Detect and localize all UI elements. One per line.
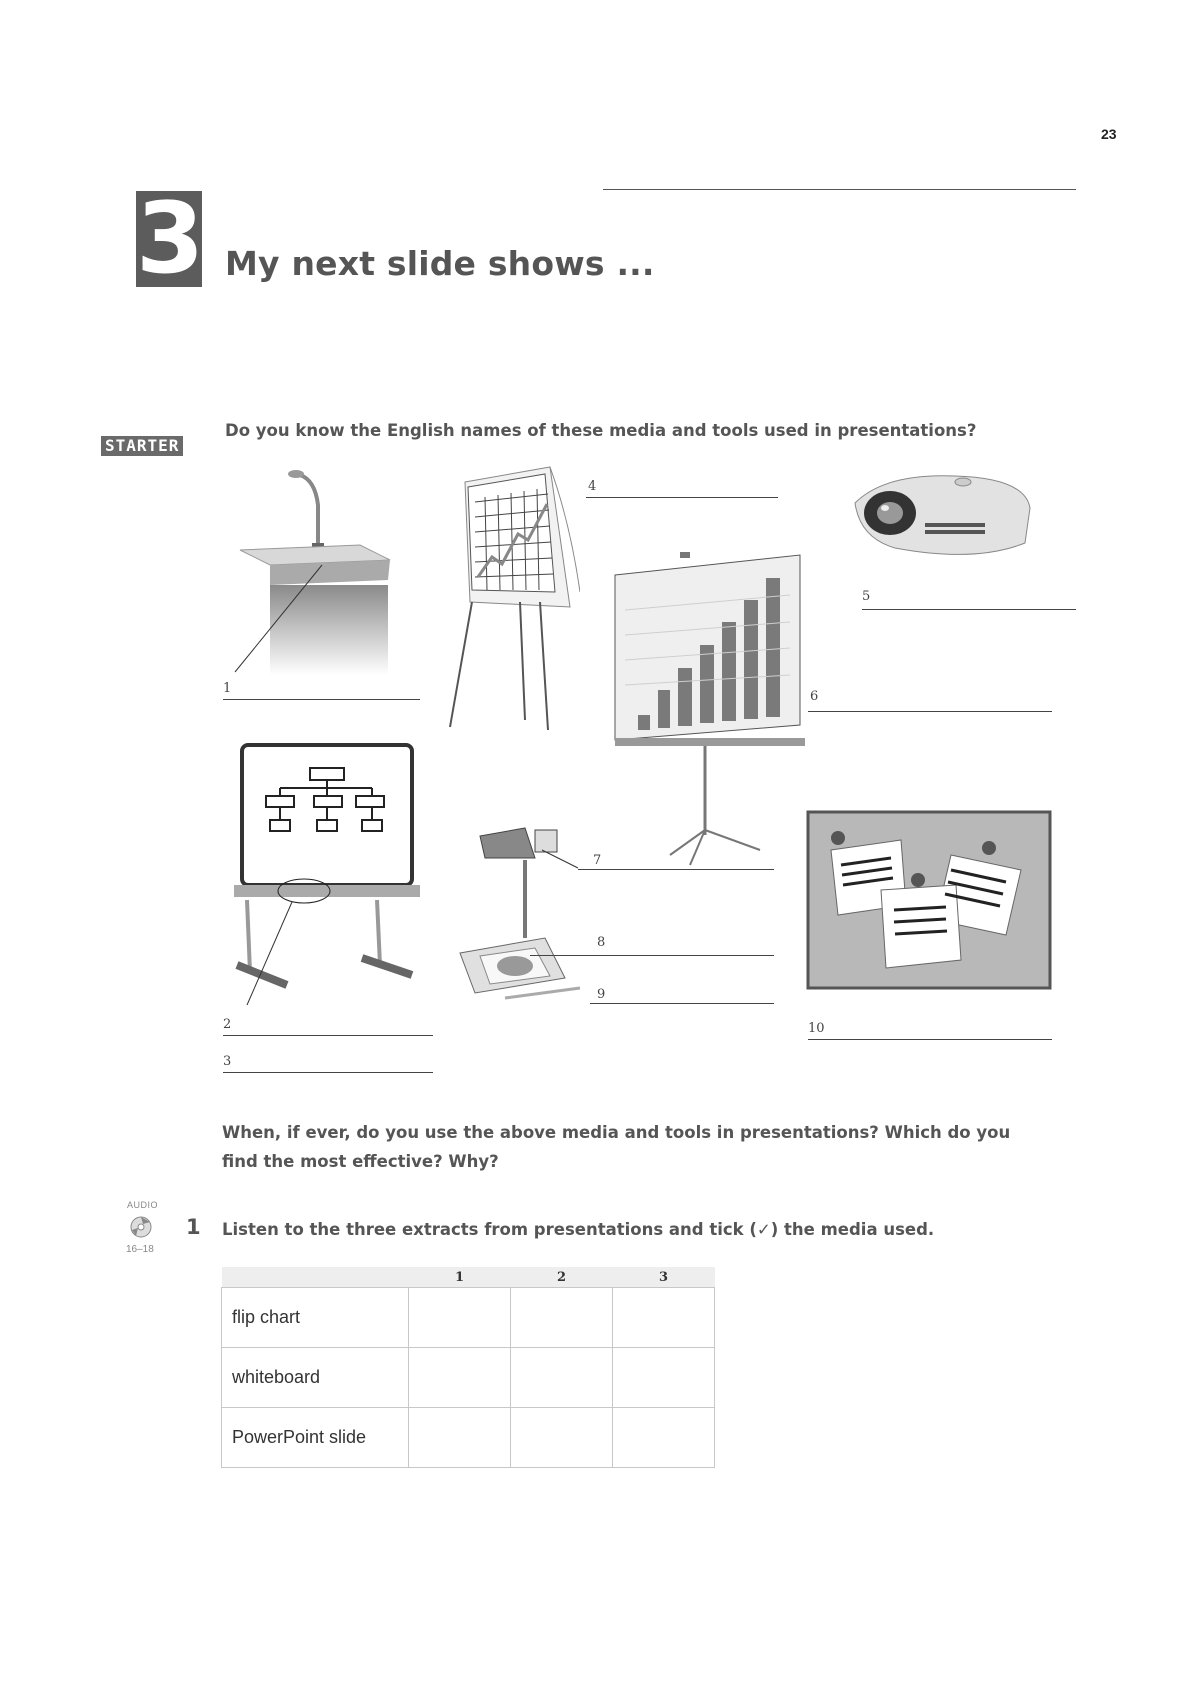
row-label-powerpoint-slide: PowerPoint slide <box>222 1408 409 1468</box>
item-number-8: 8 <box>597 935 606 950</box>
table-header-blank <box>222 1267 409 1288</box>
audio-track-numbers: 16–18 <box>126 1244 154 1255</box>
flip-chart-illustration <box>430 462 580 737</box>
tick-cell[interactable] <box>409 1408 511 1468</box>
answer-line-10[interactable] <box>808 1039 1052 1040</box>
audio-label: AUDIO <box>127 1200 159 1210</box>
tick-table <box>221 1267 715 1468</box>
column-header-3: 3 <box>613 1267 715 1288</box>
audio-cd-icon <box>130 1216 152 1238</box>
notice-board-illustration <box>806 810 1052 990</box>
answer-line-4[interactable] <box>586 497 778 498</box>
answer-line-8[interactable] <box>530 955 774 956</box>
item-number-4: 4 <box>588 479 597 494</box>
item-number-2: 2 <box>223 1017 232 1032</box>
tick-cell[interactable] <box>409 1348 511 1408</box>
answer-line-6[interactable] <box>808 711 1052 712</box>
header-rule <box>603 189 1076 190</box>
tick-cell[interactable] <box>613 1348 715 1408</box>
table-header-row <box>222 1267 715 1288</box>
projector-illustration <box>845 468 1045 568</box>
projection-screen-illustration <box>610 550 810 870</box>
item-7-pointer <box>540 848 580 870</box>
row-label-flip-chart: flip chart <box>222 1288 409 1348</box>
lectern-pointer <box>230 560 330 675</box>
item-number-6: 6 <box>810 689 819 704</box>
row-label-whiteboard: whiteboard <box>222 1348 409 1408</box>
answer-line-5[interactable] <box>862 609 1076 610</box>
exercise-number: 1 <box>186 1215 201 1239</box>
unit-number-badge: 3 <box>136 182 205 296</box>
table-row <box>222 1348 715 1408</box>
answer-line-3[interactable] <box>223 1072 433 1073</box>
tick-cell[interactable] <box>511 1348 613 1408</box>
item-number-9: 9 <box>597 987 606 1002</box>
whiteboard-illustration <box>232 740 422 1010</box>
column-header-2: 2 <box>511 1267 613 1288</box>
tick-cell[interactable] <box>409 1288 511 1348</box>
item-number-5: 5 <box>862 589 871 604</box>
starter-badge: STARTER <box>101 436 183 456</box>
page-number: 23 <box>1101 126 1117 142</box>
answer-line-2[interactable] <box>223 1035 433 1036</box>
exercise-instruction: Listen to the three extracts from presentations and tick (✓) the media used. <box>222 1220 935 1239</box>
tick-cell[interactable] <box>511 1408 613 1468</box>
discussion-question: When, if ever, do you use the above media and tools in presentations? Which do you find the most effective? Why? <box>222 1123 1011 1171</box>
item-number-1: 1 <box>223 681 232 696</box>
overhead-projector-illustration <box>455 818 595 1008</box>
item-number-3: 3 <box>223 1054 232 1069</box>
tick-cell[interactable] <box>511 1288 613 1348</box>
tick-cell[interactable] <box>613 1288 715 1348</box>
column-header-1: 1 <box>409 1267 511 1288</box>
table-row <box>222 1288 715 1348</box>
answer-line-9[interactable] <box>590 1003 774 1004</box>
item-number-10: 10 <box>808 1021 825 1036</box>
answer-line-7[interactable] <box>578 869 774 870</box>
tick-cell[interactable] <box>613 1408 715 1468</box>
starter-question: Do you know the English names of these media and tools used in presentations? <box>225 421 977 440</box>
answer-line-1[interactable] <box>223 699 420 700</box>
chapter-title: My next slide shows ... <box>225 244 655 283</box>
item-number-7: 7 <box>593 853 602 868</box>
table-row <box>222 1408 715 1468</box>
